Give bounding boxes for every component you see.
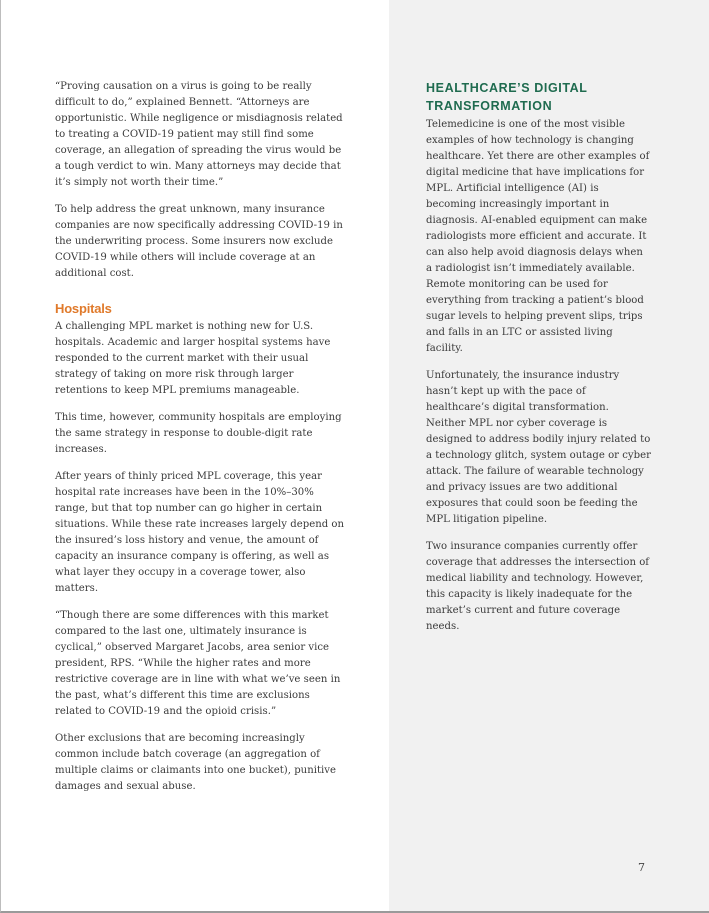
sidebar-paragraph-2: Unfortunately, the insurance industry hasn’t kept up with the pace of healthcare’s digital transformation. Neither MPL nor cyber coverage is designed to address bodily injury related to a technology glitch, system outage or cyber attack. The failure of wearable technology and privacy issues are two additional exposures that could soon be feeding the MPL litigation pipeline. — [426, 370, 651, 525]
paragraph-hospitals-5: Other exclusions that are becoming increasingly common include batch coverage (an aggregation of multiple claims or claimants into one bucket), punitive damages and sexual abuse. — [55, 733, 337, 792]
paragraph-hospitals-1: A challenging MPL market is nothing new for U.S. hospitals. Academic and larger hospital systems have responded to the current market with their usual strategy of taking on more risk through larger retentions to keep MPL premiums manageable. — [55, 321, 331, 396]
section-heading-hospitals: Hospitals — [55, 301, 112, 316]
page-number: 7 — [638, 861, 645, 874]
sidebar-paragraph-1: Telemedicine is one of the most visible examples of how technology is changing healthcare. Yet there are other examples of digital medicine that have implications for MPL. Artificial intelligence (AI) is becoming increasingly important in diagnosis. AI-enabled equipment can make radiologists more efficient and accurate. It can also help avoid diagnosis delays when a radiologist isn’t immediately available. Remote monitoring can be used for everything from tracking a patient’s blood sugar levels to helping prevent slips, trips and falls in an LTC or assisted living facility. — [426, 119, 650, 354]
paragraph-underwriting: To help address the great unknown, many insurance companies are now specifically addressing COVID-19 in the underwriting process. Some insurers now exclude COVID-19 while others will include coverage at an additional cost. — [55, 204, 343, 279]
sidebar-heading-line-2: TRANSFORMATION — [426, 99, 553, 113]
left-column-content — [55, 79, 347, 806]
paragraph-hospitals-4: “Though there are some differences with this market compared to the last one, ultimately insurance is cyclical,” observed Margaret Jacobs, area senior vice president, RPS. “While the higher rates and more restrictive coverage are in line with what we’ve seen in the past, what’s different this time are exclusions related to COVID-19 and the opioid crisis.” — [55, 610, 341, 717]
paragraph-hospitals-2: This time, however, community hospitals are employing the same strategy in response to double-digit rate increases. — [55, 412, 342, 455]
sidebar-heading-line-1: HEALTHCARE’S DIGITAL — [426, 81, 588, 95]
paragraph-hospitals-3: After years of thinly priced MPL coverage, this year hospital rate increases have been in the 10%–30% range, but that top number can go higher in certain situations. While these rate increases largely depend on the insured’s loss history and venue, the amount of capacity an insurance company is offering, as well as what layer they occupy in a coverage tower, also matters. — [55, 471, 345, 594]
right-column-content — [426, 79, 651, 646]
paragraph-bennett-quote: “Proving causation on a virus is going to be really difficult to do,” explained Bennett. “Attorneys are opportunistic. While negligence or misdiagnosis related to treating a COVID-19 patient may still find some coverage, an allegation of spreading the virus would be a tough verdict to win. Many attorneys may decide that it’s simply not worth their time.” — [55, 81, 343, 188]
sidebar-paragraph-3: Two insurance companies currently offer coverage that addresses the intersection of medical liability and technology. However, this capacity is likely inadequate for the market’s current and future coverage needs. — [426, 541, 650, 632]
